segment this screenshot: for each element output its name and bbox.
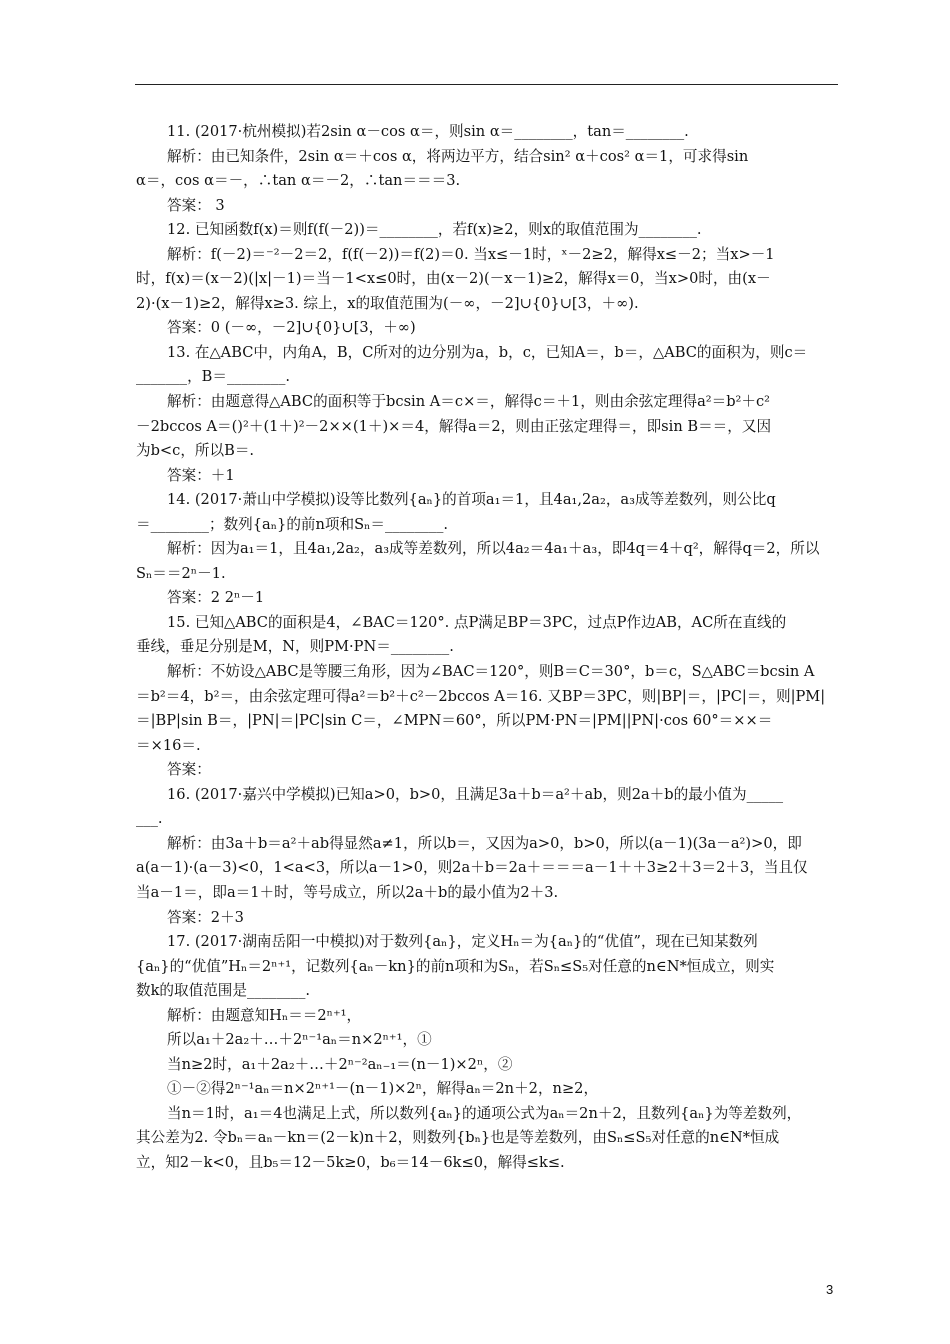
text-line: 立，知2－k<0，且b₅＝12－5k≥0，b₆＝14－6k≤0，解得≤k≤.: [136, 1153, 565, 1171]
text-line: 其公差为2. 令bₙ＝aₙ－kn＝(2－k)n＋2，则数列{bₙ}也是等差数列，由Sₙ≤S₅对任意的n∈N*恒成: [136, 1129, 780, 1147]
text-line: ___.: [136, 810, 163, 828]
page-content: [136, 120, 838, 1176]
text-line: －2bccos A＝()²＋(1＋)²－2××(1＋)×＝4，解得a＝2，则由正弦定理得＝，即sin B＝＝，又因: [136, 417, 772, 435]
text-line: ＝b²＝4，b²＝，由余弦定理可得a²＝b²＋c²－2bccos A＝16. 又BP＝3PC，则|BP|＝，|PC|＝，则|PM|: [136, 687, 826, 705]
text-line: 数k的取值范围是________.: [136, 982, 311, 1000]
text-line: 解析：因为a₁＝1，且4a₁,2a₂，a₃成等差数列，所以4a₂＝4a₁＋a₃，即4q＝4＋q²，解得q＝2，所以: [167, 540, 820, 558]
text-line: 解析：不妨设△ABC是等腰三角形，因为∠BAC＝120°，则B＝C＝30°，b＝c，S△ABC＝bcsin A: [167, 663, 815, 681]
text-line: 12. 已知函数f(x)＝则f(f(－2))＝________，若f(x)≥2，则x的取值范围为________.: [167, 221, 702, 239]
text-line: Sₙ＝＝2ⁿ－1.: [136, 564, 226, 582]
text-line: a(a－1)·(a－3)<0，1<a<3，所以a－1>0，则2a＋b＝2a＋＝＝＝a－1＋＋3≥2＋3＝2＋3，当且仅: [136, 859, 808, 877]
text-line: 答案：2＋3: [167, 908, 244, 926]
page-number: 3: [826, 1282, 834, 1297]
text-line: α＝，cos α＝－，∴tan α＝－2，∴tan＝＝＝3.: [136, 172, 461, 190]
text-line: 答案：＋1: [167, 466, 235, 484]
text-line: 2)·(x－1)≥2，解得x≥3. 综上，x的取值范围为(－∞，－2]∪{0}∪[3，＋∞).: [136, 294, 639, 312]
text-line: 17. (2017·湖南岳阳一中模拟)对于数列{aₙ}，定义Hₙ＝为{aₙ}的“优值”，现在已知某数列: [167, 933, 758, 951]
text-line: 解析：由题意得△ABC的面积等于bcsin A＝c×＝，解得c＝＋1，则由余弦定理得a²＝b²＋c²: [167, 393, 771, 411]
text-line: 解析：f(－2)＝⁻²－2＝2，f(f(－2))＝f(2)＝0. 当x≤－1时，ˣ－2≥2，解得x≤－2；当x>－1: [167, 245, 775, 263]
text-line: 解析：由已知条件，2sin α＝＋cos α，将两边平方，结合sin² α＋cos² α＝1，可求得sin: [167, 147, 749, 165]
text-line: 答案： 3: [167, 196, 225, 214]
text-line: 11. (2017·杭州模拟)若2sin α－cos α＝，则sin α＝________，tan＝________.: [167, 123, 689, 140]
text-line: 16. (2017·嘉兴中学模拟)已知a>0，b>0，且满足3a＋b＝a²＋ab，则2a＋b的最小值为_____: [167, 785, 784, 803]
text-line: ＝×16＝.: [136, 736, 201, 754]
text-line: 当n≥2时，a₁＋2a₂＋…＋2ⁿ⁻²aₙ₋₁＝(n－1)×2ⁿ，②: [167, 1055, 513, 1073]
text-line: ＝|BP|sin B＝，|PN|＝|PC|sin C＝，∠MPN＝60°，所以PM·PN＝|PM||PN|·cos 60°＝××＝: [136, 712, 773, 730]
text-line: 答案：2 2ⁿ－1: [167, 589, 265, 607]
text-line: 解析：由3a＋b＝a²＋ab得显然a≠1，所以b＝，又因为a>0，b>0，所以(a－1)(3a－a²)>0，即: [167, 834, 802, 852]
text-line: 当a－1＝，即a＝1＋时，等号成立，所以2a＋b的最小值为2＋3.: [136, 883, 559, 901]
text-line: 解析：由题意知Hₙ＝＝2ⁿ⁺¹，: [167, 1006, 362, 1024]
text-line: _______，B＝________.: [136, 368, 291, 386]
text-line: 当n＝1时，a₁＝4也满足上式，所以数列{aₙ}的通项公式为aₙ＝2n＋2，且数列{aₙ}为等差数列，: [167, 1104, 802, 1122]
text-line: ①－②得2ⁿ⁻¹aₙ＝n×2ⁿ⁺¹－(n－1)×2ⁿ，解得aₙ＝2n＋2，n≥2，: [167, 1080, 599, 1098]
text-line: 为b<c，所以B＝.: [136, 442, 255, 460]
text-line: 所以a₁＋2a₂＋…＋2ⁿ⁻¹aₙ＝n×2ⁿ⁺¹，①: [167, 1031, 432, 1049]
text-line: 时，f(x)＝(x－2)(|x|－1)＝当－1<x≤0时，由(x－2)(－x－1)≥2，解得x＝0，当x>0时，由(x－: [136, 270, 771, 288]
text-line: 14. (2017·萧山中学模拟)设等比数列{aₙ}的首项a₁＝1，且4a₁,2a₂，a₃成等差数列，则公比q: [167, 491, 776, 509]
text-line: 答案：0 (－∞，－2]∪{0}∪[3，＋∞): [167, 319, 416, 337]
text-line: 垂线，垂足分别是M，N，则PM·PN＝________.: [136, 638, 454, 656]
text-line: {aₙ}的“优值”Hₙ＝2ⁿ⁺¹，记数列{aₙ－kn}的前n项和为Sₙ，若Sₙ≤S₅对任意的n∈N*恒成立，则实: [136, 957, 775, 975]
text-line: ＝________；数列{aₙ}的前n项和Sₙ＝________.: [136, 515, 449, 533]
header-rule: [135, 84, 838, 85]
text-line: 答案：: [167, 761, 211, 779]
text-line: 13. 在△ABC中，内角A，B，C所对的边分别为a，b，c，已知A＝，b＝，△ABC的面积为，则c＝: [167, 343, 808, 361]
text-line: 15. 已知△ABC的面积是4，∠BAC＝120°. 点P满足BP＝3PC，过点P作边AB，AC所在直线的: [167, 613, 787, 631]
